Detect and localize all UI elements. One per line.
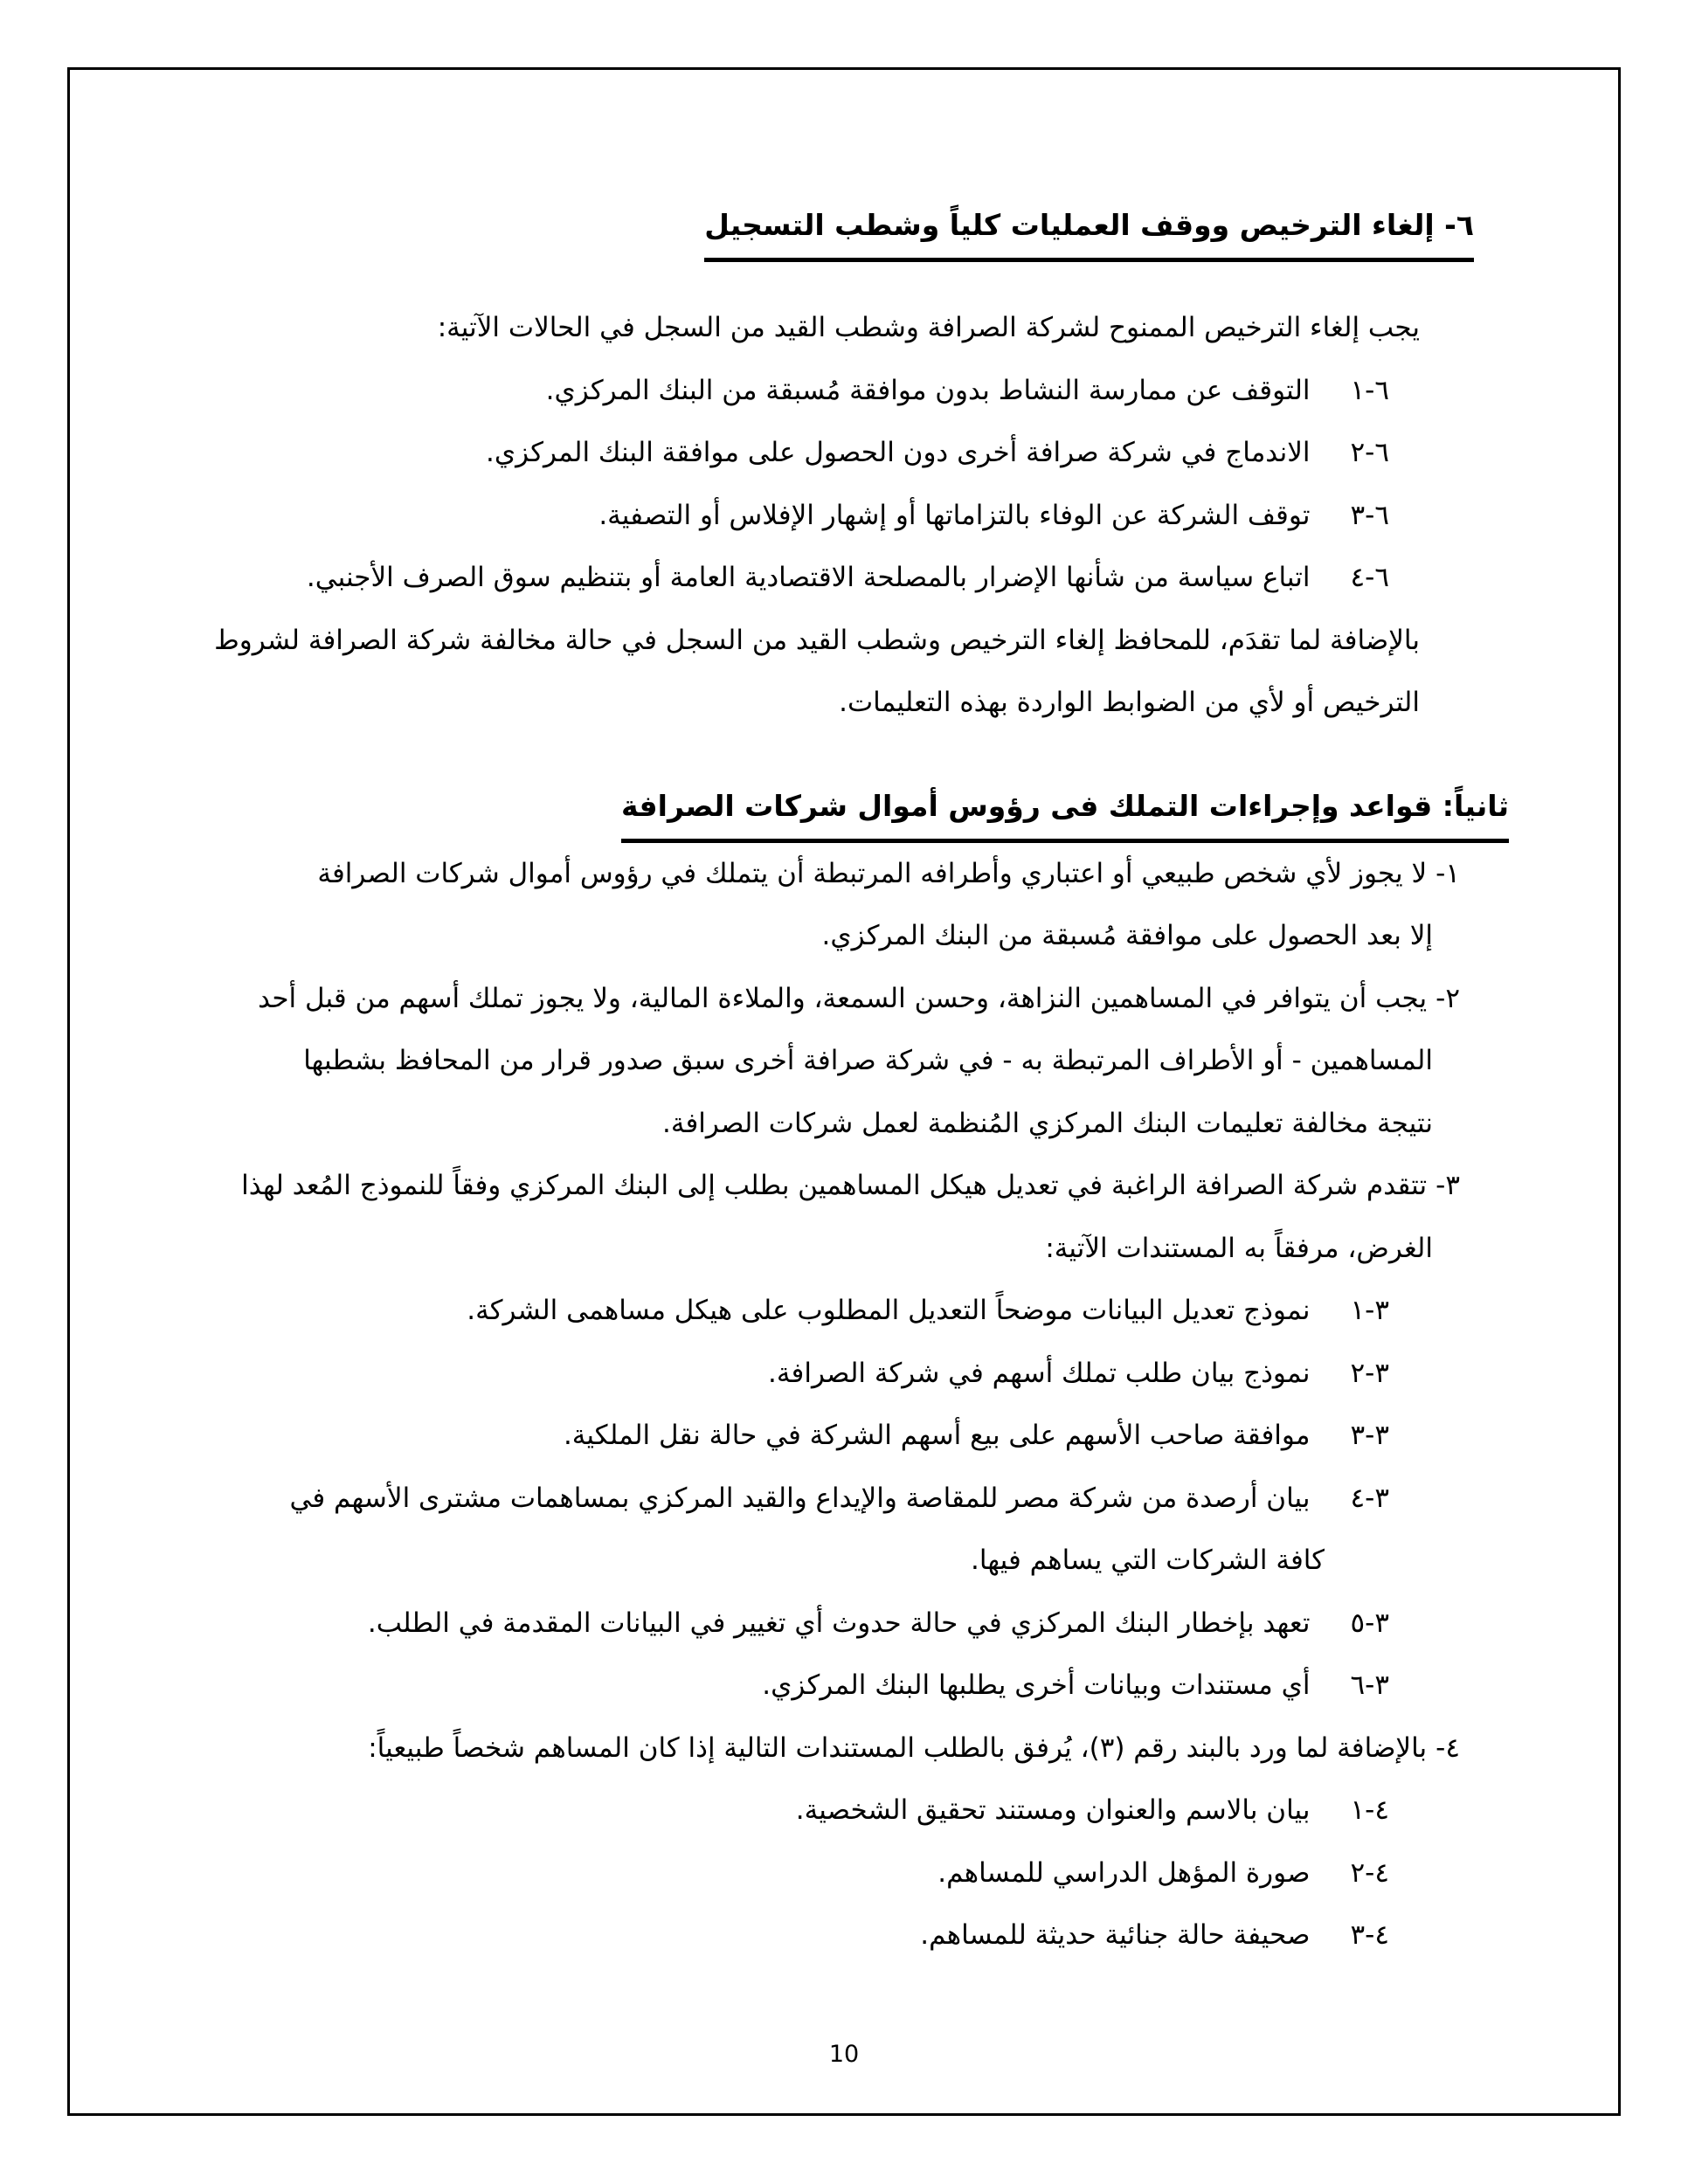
item-number: ٣-٢: [1350, 1357, 1389, 1389]
item-text: بيان أرصدة من شركة مصر للمقاصة والإيداع والقيد المركزي بمساهمات مشترى الأسهم في: [289, 1482, 1311, 1514]
section-2-heading: ثانياً: قواعد وإجراءات التملك فى رؤوس أموال شركات الصرافة: [621, 780, 1509, 843]
list-item-3-3: [109, 1405, 1389, 1468]
item-number: ٣-٦: [1350, 1669, 1389, 1701]
page-content: [70, 70, 1618, 1967]
list-item-3-2: [109, 1343, 1389, 1406]
item-text: نموذج تعديل البيانات موضحاً التعديل المطلوب على هيكل مساهمى الشركة.: [467, 1295, 1311, 1326]
item-text: موافقة صاحب الأسهم على بيع أسهم الشركة في حالة نقل الملكية.: [563, 1420, 1311, 1451]
item-number: ٣-١: [1350, 1295, 1389, 1326]
page-number: 10: [828, 2041, 860, 2068]
item-number: ٤-٢: [1350, 1856, 1389, 1889]
section-6-heading-row: [109, 199, 1474, 262]
item-text: الاندماج في شركة صرافة أخرى دون الحصول على موافقة البنك المركزي.: [486, 437, 1311, 468]
list-item-3-4-continuation: كافة الشركات التي يساهم فيها.: [971, 1545, 1325, 1576]
list-item-4: [109, 1717, 1460, 1780]
list-item-3-1: [109, 1280, 1389, 1343]
item-text: تتقدم شركة الصرافة الراغبة في تعديل هيكل المساهمين بطلب إلى البنك المركزي وفقاً للنموذج المُعد لهذا: [241, 1170, 1428, 1201]
item-text: يجب أن يتوافر في المساهمين النزاهة، وحسن السمعة، والملاءة المالية، ولا يجوز تملك أسهم من قبل أحد: [258, 982, 1428, 1014]
item-text: تعهد بإخطار البنك المركزي في حالة حدوث أي تغيير في البيانات المقدمة في الطلب.: [367, 1607, 1311, 1639]
item-number: ١-: [1435, 857, 1460, 889]
list-item-2: [109, 968, 1460, 1031]
item-number: ٢-: [1435, 982, 1460, 1014]
item-number: ٤-١: [1350, 1794, 1389, 1826]
list-item-4-2: [109, 1842, 1389, 1905]
list-item-6-3: [109, 485, 1389, 548]
item-number: ٦-٢: [1350, 437, 1389, 468]
page-border-frame: [67, 67, 1621, 2116]
item-number: ٤-: [1435, 1731, 1460, 1764]
section-6-closing-line-2: الترخيص أو لأي من الضوابط الواردة بهذه التعليمات.: [839, 687, 1420, 718]
list-item-3-5: [109, 1593, 1389, 1655]
item-number: ٣-٥: [1350, 1607, 1389, 1639]
section-6-closing-line-1: بالإضافة لما تقدَم، للمحافظ إلغاء الترخيص وشطب القيد من السجل في حالة مخالفة شركة الصرافة لشروط: [214, 624, 1420, 656]
item-text: توقف الشركة عن الوفاء بالتزاماتها أو إشهار الإفلاس أو التصفية.: [598, 499, 1311, 531]
list-item-3-6: [109, 1655, 1389, 1717]
item-text: نموذج بيان طلب تملك أسهم في شركة الصرافة.: [768, 1357, 1311, 1389]
section-6-heading: ٦- إلغاء الترخيص ووقف العمليات كلياً وشطب التسجيل: [704, 199, 1474, 262]
list-item-4-3: [109, 1904, 1389, 1967]
item-text: أي مستندات وبيانات أخرى يطلبها البنك المركزي.: [762, 1669, 1311, 1701]
list-item-3: [109, 1155, 1460, 1218]
item-number: ٦-٤: [1350, 562, 1389, 593]
list-item-4-1: [109, 1780, 1389, 1842]
list-item-3-continuation: الغرض، مرفقاً به المستندات الآتية:: [1045, 1232, 1433, 1264]
list-item-1-continuation: إلا بعد الحصول على موافقة مُسبقة من البنك المركزي.: [821, 920, 1433, 951]
item-number: ٣-٣: [1350, 1420, 1389, 1451]
list-item-1: [109, 843, 1460, 906]
list-item-2-continuation: المساهمين - أو الأطراف المرتبطة به - في شركة صرافة أخرى سبق صدور قرار من المحافظ بشطبها: [303, 1045, 1433, 1076]
list-item-6-2: [109, 422, 1389, 485]
item-number: ٣-: [1435, 1170, 1460, 1201]
list-item-2-continuation: نتيجة مخالفة تعليمات البنك المركزي المُنظمة لعمل شركات الصرافة.: [662, 1107, 1433, 1139]
item-number: ٣-٤: [1350, 1482, 1389, 1514]
item-text: بالإضافة لما ورد بالبند رقم (٣)، يُرفق بالطلب المستندات التالية إذا كان المساهم شخصاً طبيعياً:: [368, 1731, 1428, 1764]
item-text: بيان بالاسم والعنوان ومستند تحقيق الشخصية.: [795, 1794, 1311, 1826]
item-text: صحيفة حالة جنائية حديثة للمساهم.: [920, 1919, 1311, 1951]
section-6-intro: يجب إلغاء الترخيص الممنوح لشركة الصرافة وشطب القيد من السجل في الحالات الآتية:: [437, 312, 1420, 343]
list-item-6-4: [109, 547, 1389, 610]
list-item-3-4: [109, 1468, 1389, 1531]
item-number: ٦-١: [1350, 374, 1389, 406]
item-text: لا يجوز لأي شخص طبيعي أو اعتباري وأطرافه المرتبطة أن يتملك في رؤوس أموال شركات الصرافة: [317, 857, 1428, 889]
section-2-heading-row: [109, 780, 1509, 843]
list-item-6-1: [109, 360, 1389, 423]
item-text: التوقف عن ممارسة النشاط بدون موافقة مُسبقة من البنك المركزي.: [545, 374, 1311, 406]
item-text: صورة المؤهل الدراسي للمساهم.: [937, 1856, 1311, 1889]
item-text: اتباع سياسة من شأنها الإضرار بالمصلحة الاقتصادية العامة أو بتنظيم سوق الصرف الأجنبي.: [306, 562, 1311, 593]
item-number: ٤-٣: [1350, 1919, 1389, 1951]
item-number: ٦-٣: [1350, 499, 1389, 531]
